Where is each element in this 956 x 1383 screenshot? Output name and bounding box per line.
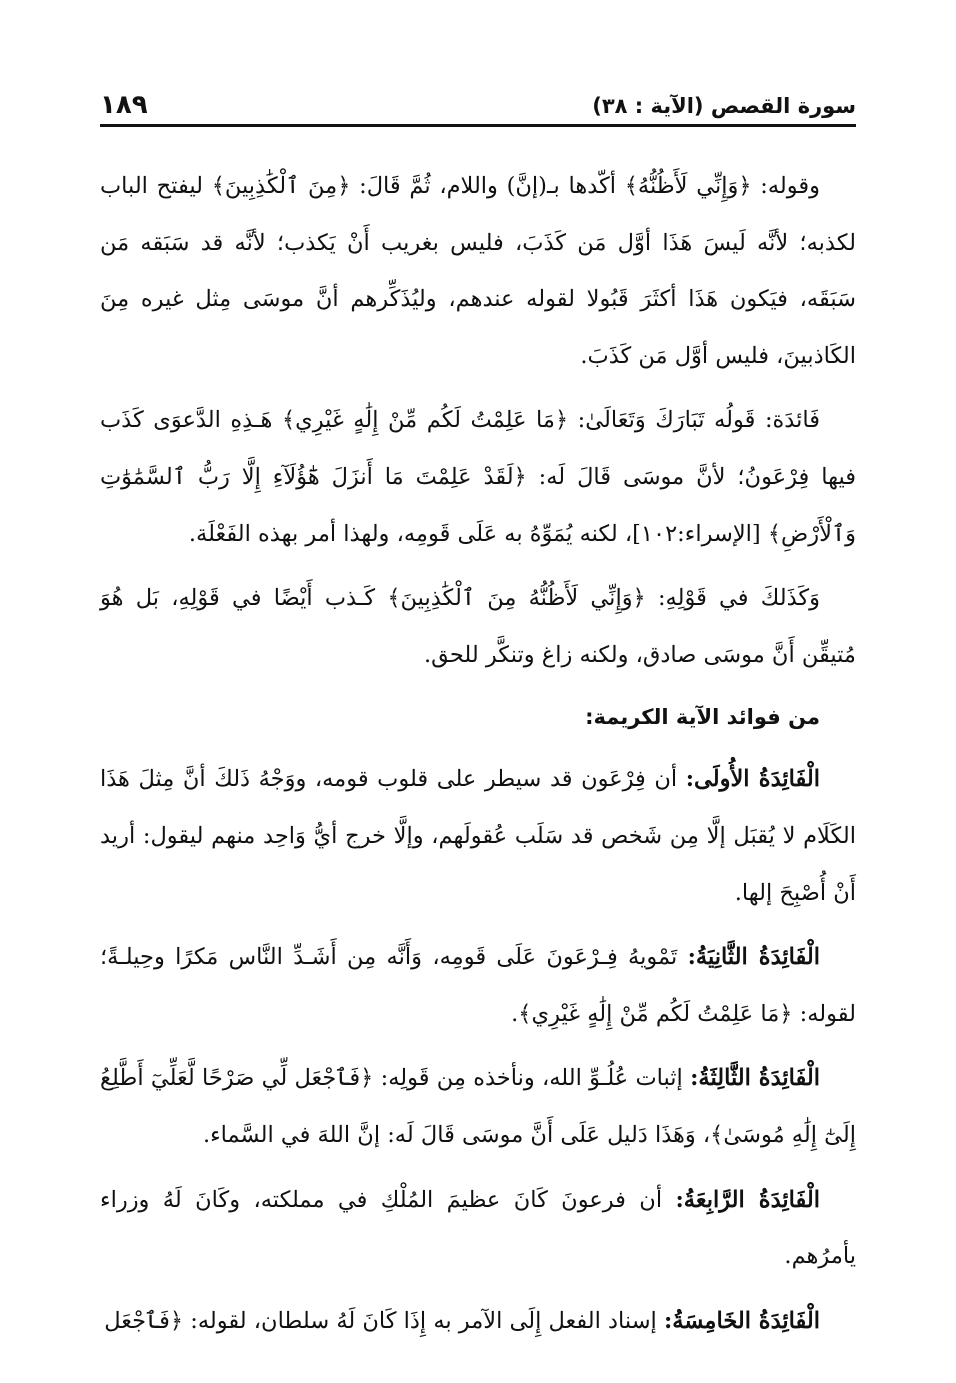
benefit-text: تَمْويهُ فِـرْعَونَ عَلَى قَومِه، وَأَنَّه مِن أَشَـدِّ النَّاس مَكرًا وحِيلـةً؛ لقوله: ﴿مَا عَلِمْتُ لَكُم مِّنْ إِلَٰهٍ غَيْرِي﴾.	[100, 944, 856, 1027]
benefit-text: أن فِرْعَون قد سيطر على قلوب قومه، ووَجْهُ ذَلكَ أنَّ مِثلَ هَذَا الكَلَام لا يُقبَل إلَّا مِن شَخص قد سَلَب عُقولَهم، وإلَّا خرج أيُّ وَاحِد منهم ليقول: أريد أَنْ أُصْبِحَ إلها.	[100, 766, 856, 906]
benefit-label: الْفَائِدَةُ الثَّانِيَةُ:	[687, 944, 821, 971]
benefit-label: الْفَائِدَةُ الثَّالِثَةُ:	[690, 1065, 820, 1092]
benefit-label: الْفَائِدَةُ الخَامِسَةُ:	[663, 1307, 820, 1334]
benefit-paragraph	[100, 1050, 856, 1163]
page-number: ١٨٩	[100, 90, 148, 120]
page-header	[100, 88, 856, 124]
benefit-label: الْفَائِدَةُ الأُولَى:	[685, 766, 820, 793]
header-rule	[100, 124, 856, 127]
benefit-text: إثبات عُلُـوِّ الله، ونأخذه مِن قَولِه: ﴿فَٱجْعَل لِّي صَرْحًا لَّعَلِّيٓ أَطَّلِعُ إِلَىٰٓ إِلَٰهِ مُوسَىٰ﴾، وَهَذَا دَليل عَلَى أَنَّ موسَى قَالَ لَه: إنَّ اللهَ في السَّماء.	[100, 1065, 856, 1148]
benefit-paragraph	[100, 751, 856, 921]
paragraph	[100, 570, 856, 683]
paragraph-text: وقوله: ﴿وَإِنِّي لَأَظُنُّهُ﴾ أكّدها بـ(إنَّ) واللام، ثُمَّ قَالَ: ﴿مِنَ ٱلْكَٰذِبِينَ﴾ ليفتح الباب لكذبه؛ لأنَّه لَيسَ هَذَا أوَّل مَن كَذَبَ، فليس بغريب أَنْ يَكذب؛ لأنَّه قد سَبَقه مَن سَبَقَه، فيَكون هَذَا أكثَرَ قَبُولا لقوله عندهم، وليُذَكِّرهم أنَّ موسَى مِثل غيره مِنَ الكَاذبينَ، فليس أوَّل مَن كَذَبَ.	[100, 173, 856, 369]
running-title: سورة القصص (الآية : ٣٨)	[592, 94, 856, 118]
paragraph	[100, 392, 856, 562]
benefit-label: الْفَائِدَةُ الرَّابِعَةُ:	[675, 1186, 820, 1213]
benefit-text: إسناد الفعل إِلَى الآمر به إِذَا كَانَ لَهُ سلطان، لقوله: ﴿فَٱجْعَل	[104, 1307, 664, 1334]
paragraph-text: فَائدَة: قَولُه تَبَارَكَ وَتَعَالَىٰ: ﴿مَا عَلِمْتُ لَكُم مِّنْ إِلَٰهٍ غَيْرِي﴾ هَـذِهِ الدَّعوَى كَذَب فيها فِرْعَونُ؛ لأنَّ موسَى قَالَ لَه: ﴿لَقَدْ عَلِمْتَ مَا أَنزَلَ هَٰٓؤُلَآءِ إِلَّا رَبُّ ٱلسَّمَٰوَٰتِ وَٱلْأَرْضِ﴾ [الإسراء:١٠٢]، لكنه يُمَوِّهُ به عَلَى قَومِه، ولهذا أمر بهذه الفَعْلَة.	[100, 407, 856, 547]
benefit-paragraph	[100, 929, 856, 1042]
benefit-paragraph	[100, 1293, 856, 1350]
paragraph	[100, 158, 856, 384]
section-heading: من فوائد الآية الكريمة:	[585, 705, 820, 730]
benefit-paragraph	[100, 1172, 856, 1285]
paragraph-text: وَكَذَلكَ في قَوْلِهِ: ﴿وَإِنِّي لَأَظُنُّهُ مِنَ ٱلْكَٰذِبِينَ﴾ كَـذب أَيْضًا في قَوْلِهِ، بَل هُوَ مُتيقِّن أَنَّ موسَى صادق، ولكنه زاغ وتنكَّر للحق.	[100, 585, 856, 668]
page-body	[100, 158, 856, 1357]
benefit-text: أن فرعونَ كَانَ عظيمَ المُلْكِ في مملكته، وكَانَ لَهُ وزراء يأمرُهم.	[100, 1186, 856, 1270]
